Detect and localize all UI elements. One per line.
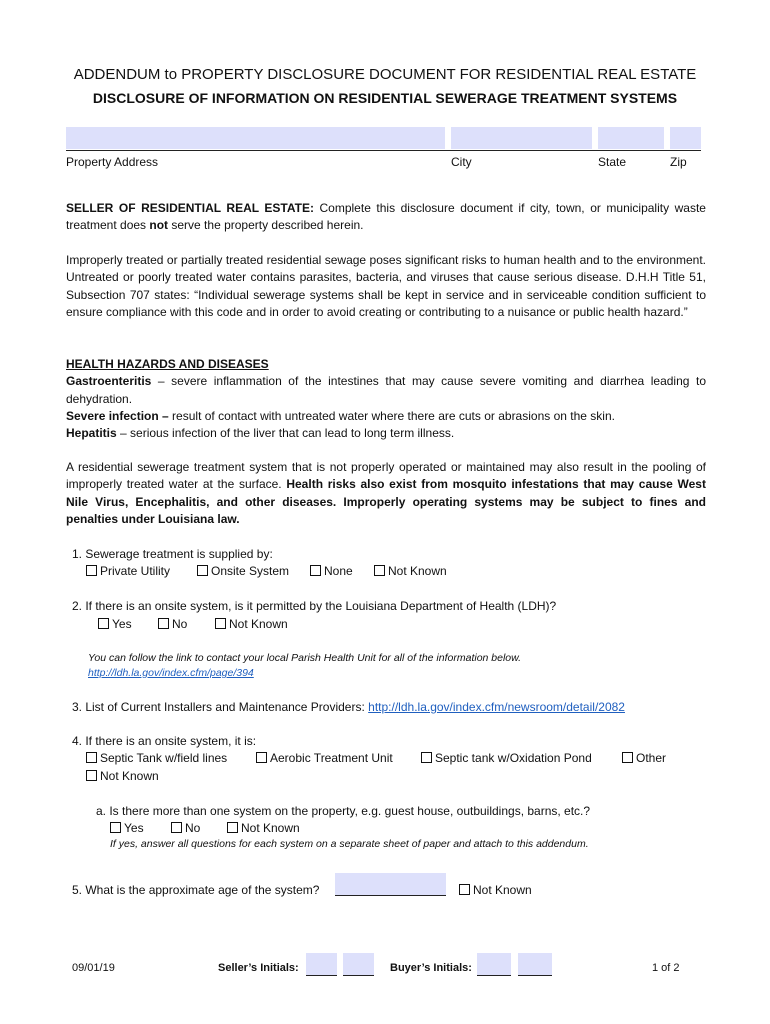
maintenance-paragraph: [66, 459, 706, 528]
q5-option-not-known[interactable]: [459, 883, 532, 897]
buyer-initials-label: Buyer’s Initials:: [390, 962, 472, 974]
hazards-section: [66, 356, 706, 442]
hazard-item-gastroenteritis: [66, 373, 706, 408]
form-date: 09/01/19: [72, 962, 115, 974]
option-label: Yes: [112, 617, 132, 631]
option-label: Private Utility: [100, 564, 171, 578]
checkbox-icon[interactable]: [374, 565, 385, 576]
checkbox-icon[interactable]: [256, 752, 267, 763]
property-address-label: Property Address: [66, 155, 159, 169]
option-label: Onsite System: [211, 564, 290, 578]
q1-option-private-utility[interactable]: [86, 564, 170, 578]
q4a-note: If yes, answer all questions for each system on a separate sheet of paper and attach to this addendum.: [110, 838, 589, 850]
option-label: Yes: [124, 821, 144, 835]
checkbox-icon[interactable]: [171, 822, 182, 833]
hazard-item-severe-infection: [66, 408, 706, 425]
checkbox-icon[interactable]: [86, 752, 97, 763]
document-subtitle: DISCLOSURE OF INFORMATION ON RESIDENTIAL SEWERAGE TREATMENT SYSTEMS: [92, 90, 678, 106]
seller-initials-label: Seller’s Initials:: [218, 962, 299, 974]
hazard-item-hepatitis: [66, 425, 706, 442]
q1-option-not-known[interactable]: [374, 564, 447, 578]
checkbox-icon[interactable]: [86, 770, 97, 781]
hazards-heading: HEALTH HAZARDS AND DISEASES: [66, 357, 269, 371]
question-2: 2. If there is an onsite system, is it permitted by the Louisiana Department of Health (LDH)?: [72, 599, 557, 613]
question-1: 1. Sewerage treatment is supplied by:: [72, 547, 273, 561]
q4-option-other[interactable]: [622, 751, 666, 765]
q1-option-none[interactable]: [310, 564, 353, 578]
hazard-desc: – serious infection of the liver that can lead to long term illness.: [116, 426, 455, 441]
buyer-initials-input-1[interactable]: [477, 953, 511, 976]
checkbox-icon[interactable]: [197, 565, 208, 576]
option-label: Not Known: [100, 769, 159, 783]
hazard-desc: result of contact with untreated water where there are cuts or abrasions on the skin.: [168, 408, 615, 423]
question-4: 4. If there is an onsite system, it is:: [72, 734, 257, 748]
installers-link[interactable]: http://ldh.la.gov/index.cfm/newsroom/detail/2082: [368, 700, 625, 714]
seller-notice: [66, 200, 706, 235]
option-label: None: [324, 564, 353, 578]
q4-option-septic-field-lines[interactable]: [86, 751, 227, 765]
question-5: 5. What is the approximate age of the system?: [72, 883, 320, 897]
city-label: City: [451, 155, 472, 169]
option-label: No: [172, 617, 188, 631]
option-label: Other: [636, 751, 667, 765]
hazard-term: Gastroenteritis: [66, 374, 152, 389]
option-label: Aerobic Treatment Unit: [270, 751, 393, 765]
q2-note: You can follow the link to contact your local Parish Health Unit for all of the information below.: [88, 652, 522, 664]
option-label: Not Known: [388, 564, 447, 578]
q1-option-onsite-system[interactable]: [197, 564, 289, 578]
hazard-desc: – severe inflammation of the intestines that may cause severe vomiting and diarrhea leading to dehydration.: [66, 374, 706, 406]
page-number: 1 of 2: [652, 962, 680, 974]
checkbox-icon[interactable]: [459, 884, 470, 895]
checkbox-icon[interactable]: [310, 565, 321, 576]
checkbox-icon[interactable]: [215, 618, 226, 629]
q4a-option-no[interactable]: [171, 821, 200, 835]
hazard-term: Severe infection –: [66, 408, 169, 423]
risk-paragraph: Improperly treated or partially treated residential sewage poses significant risks to human health and to the environment. Untreated or poorly treated water contains parasites, bacteria, and viruses that cause serious disease. D.H.H Title 51, Subsection 707 states: “Individual sewerage systems shall be kept in service and in serviceable condition sufficient to ensure compliance with this code and in order to avoid creating or contributing to a nuisance or public health hazard.”: [66, 253, 706, 319]
checkbox-icon[interactable]: [622, 752, 633, 763]
seller-initials-input-2[interactable]: [343, 953, 374, 976]
maintenance-text: A residential sewerage treatment system that is not properly operated or maintained may also result in the pooling of improperly treated water at the surface.: [66, 460, 706, 492]
hazard-term: Hepatitis: [66, 426, 117, 441]
state-input[interactable]: [598, 127, 664, 149]
checkbox-icon[interactable]: [110, 822, 121, 833]
option-label: No: [185, 821, 201, 835]
q2-option-no[interactable]: [158, 617, 187, 631]
zip-label: Zip: [670, 155, 687, 169]
q4-option-not-known[interactable]: [86, 769, 159, 783]
checkbox-icon[interactable]: [86, 565, 97, 576]
q2-health-unit-link[interactable]: http://ldh.la.gov/index.cfm/page/394: [88, 667, 254, 679]
maintenance-bold-text: Health risks also exist from mosquito infestations that may cause West Nile Virus, Encephalitis, and other diseases. Improperly operating systems may be subject to fines and penalties under Louisiana law.: [66, 477, 706, 526]
system-age-input[interactable]: [335, 873, 446, 896]
option-label: Septic Tank w/field lines: [100, 751, 228, 765]
seller-notice-text-b: serve the property described herein.: [168, 218, 364, 233]
city-input[interactable]: [451, 127, 592, 149]
buyer-initials-input-2[interactable]: [518, 953, 552, 976]
q4-option-oxidation-pond[interactable]: [421, 751, 592, 765]
option-label: Not Known: [229, 617, 288, 631]
address-underline: [66, 150, 701, 151]
q4a-option-not-known[interactable]: [227, 821, 300, 835]
document-title: ADDENDUM to PROPERTY DISCLOSURE DOCUMENT FOR RESIDENTIAL REAL ESTATE: [73, 66, 697, 83]
checkbox-icon[interactable]: [421, 752, 432, 763]
option-label: Septic tank w/Oxidation Pond: [435, 751, 592, 765]
zip-input[interactable]: [670, 127, 701, 149]
option-label: Not Known: [473, 883, 532, 897]
checkbox-icon[interactable]: [98, 618, 109, 629]
question-4a: a. Is there more than one system on the property, e.g. guest house, outbuildings, barns, etc.?: [96, 804, 591, 818]
seller-initials-input-1[interactable]: [306, 953, 337, 976]
checkbox-icon[interactable]: [227, 822, 238, 833]
state-label: State: [598, 155, 627, 169]
checkbox-icon[interactable]: [158, 618, 169, 629]
seller-notice-lead: SELLER OF RESIDENTIAL REAL ESTATE:: [66, 201, 314, 215]
question-3: [72, 700, 625, 714]
q2-option-yes[interactable]: [98, 617, 132, 631]
property-address-input[interactable]: [66, 127, 445, 149]
q2-option-not-known[interactable]: [215, 617, 288, 631]
seller-notice-text-a: Complete this disclosure document if city, town, or municipality waste treatment does: [66, 201, 706, 233]
seller-notice-emph: not: [149, 218, 169, 233]
option-label: Not Known: [241, 821, 300, 835]
q4-option-aerobic[interactable]: [256, 751, 393, 765]
q4a-option-yes[interactable]: [110, 821, 144, 835]
question-3-text: 3. List of Current Installers and Maintenance Providers:: [72, 700, 369, 714]
